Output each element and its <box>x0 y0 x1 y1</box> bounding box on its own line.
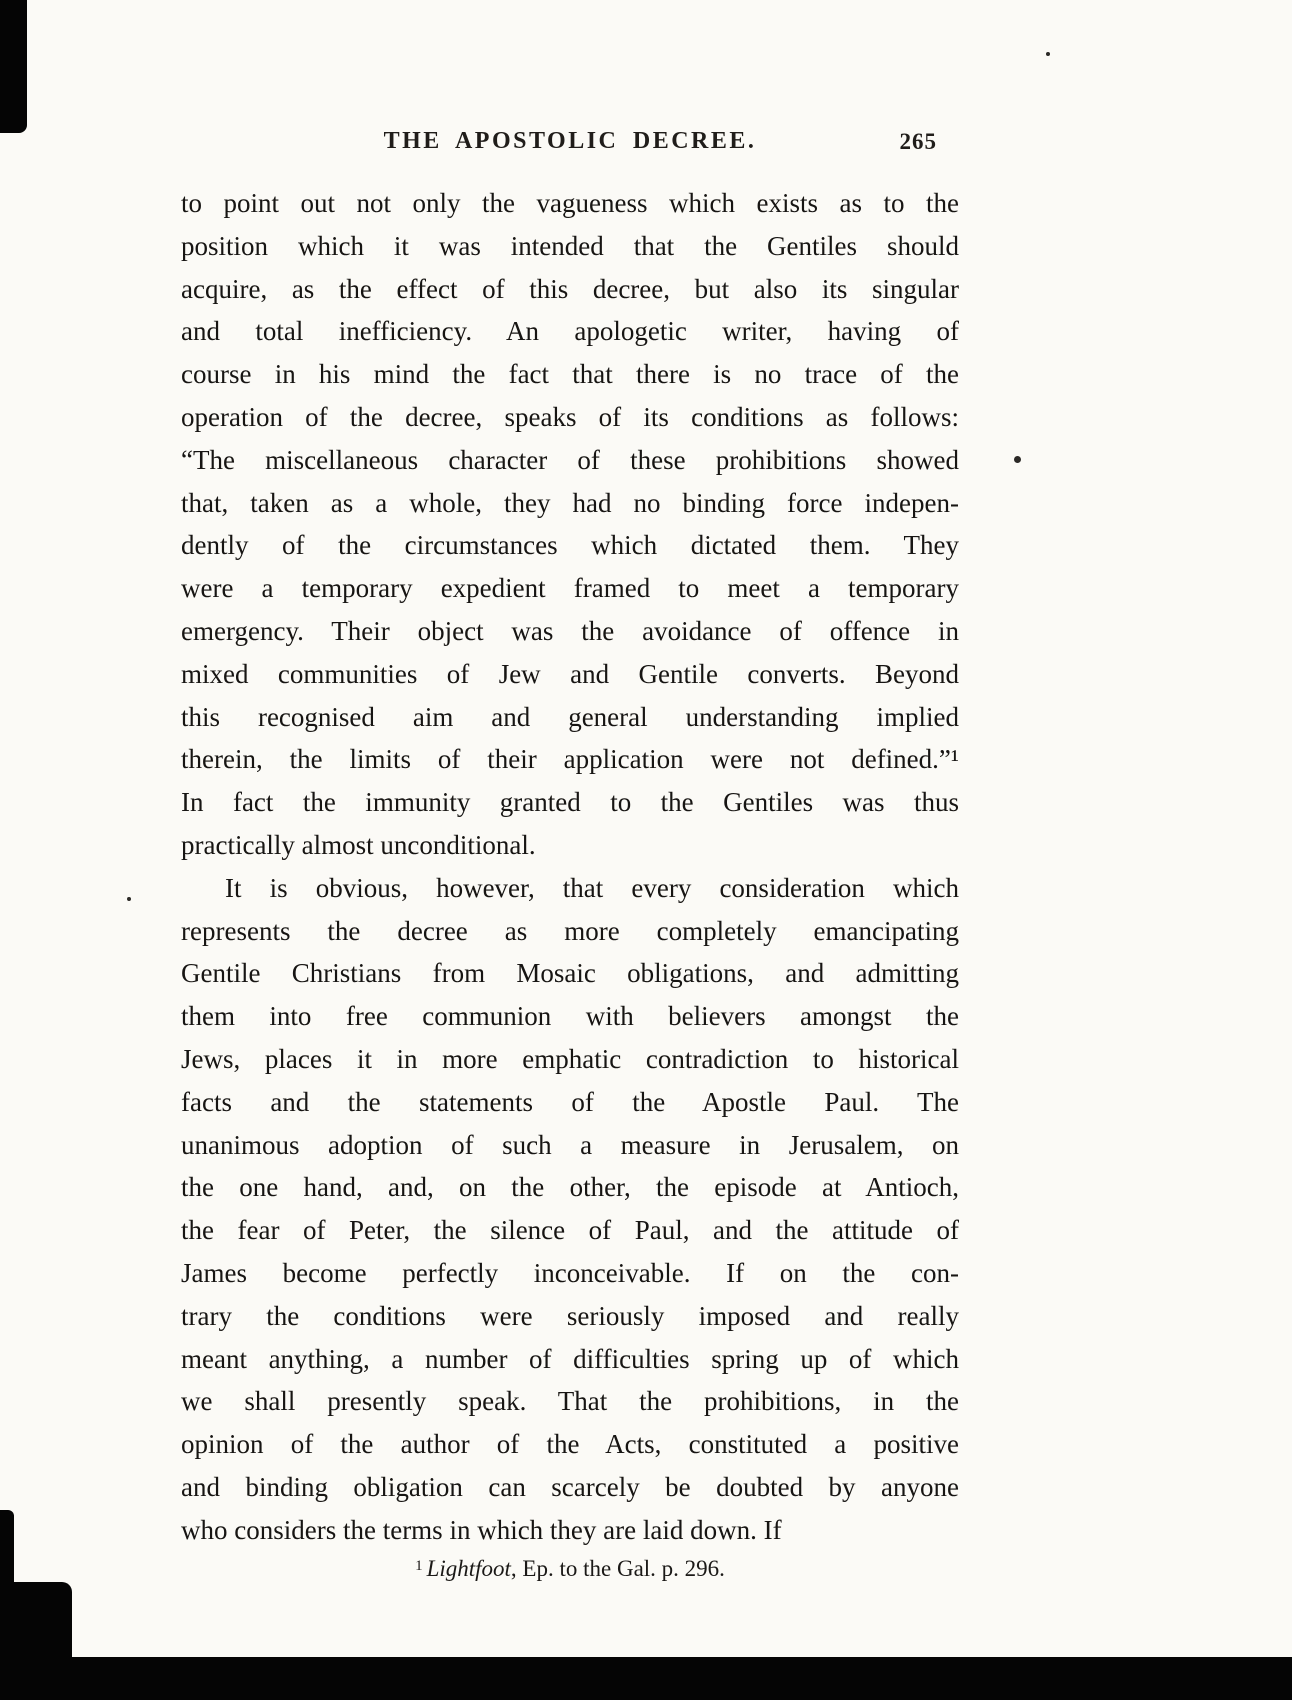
text-line: the one hand, and, on the other, the episode at Antioch, <box>181 1172 959 1203</box>
text-line: that, taken as a whole, they had no binding force indepen- <box>181 487 959 518</box>
text-line: dently of the circumstances which dictated them. They <box>181 530 959 561</box>
footnote-text: , Ep. to the Gal. p. 296. <box>510 1556 725 1581</box>
footnote-author: Lightfoot <box>426 1556 511 1581</box>
text-line: facts and the statements of the Apostle Paul. The <box>181 1086 959 1117</box>
text-line: meant anything, a number of difficulties spring up of which <box>181 1343 959 1374</box>
text-line: them into free communion with believers amongst the <box>181 1001 959 1032</box>
text-block <box>181 182 959 1552</box>
scan-edge-artifact <box>0 1657 1292 1700</box>
text-line: acquire, as the effect of this decree, but also its singular <box>181 273 959 304</box>
text-line: therein, the limits of their application were not defined.”¹ <box>181 744 959 775</box>
text-line: who considers the terms in which they are laid down. If <box>181 1514 782 1545</box>
paragraph <box>181 182 959 867</box>
scan-edge-artifact <box>0 0 27 133</box>
scan-edge-artifact <box>0 1510 14 1600</box>
text-line: trary the conditions were seriously imposed and really <box>181 1300 959 1331</box>
scan-speck <box>1046 52 1050 56</box>
text-line: position which it was intended that the Gentiles should <box>181 230 959 261</box>
text-line: In fact the immunity granted to the Gentiles was thus <box>181 787 959 818</box>
footnote <box>181 1556 959 1582</box>
text-line: opinion of the author of the Acts, constituted a positive <box>181 1429 959 1460</box>
text-line: operation of the decree, speaks of its conditions as follows: <box>181 401 959 432</box>
scan-speck <box>127 897 131 901</box>
text-line: unanimous adoption of such a measure in Jerusalem, on <box>181 1129 959 1160</box>
text-line: the fear of Peter, the silence of Paul, and the attitude of <box>181 1215 959 1246</box>
text-line: and binding obligation can scarcely be doubted by anyone <box>181 1471 959 1502</box>
text-line: we shall presently speak. That the prohibitions, in the <box>181 1386 959 1417</box>
footnote-marker: 1 <box>415 1558 423 1574</box>
text-line: practically almost unconditional. <box>181 829 536 860</box>
text-line: emergency. Their object was the avoidance of offence in <box>181 615 959 646</box>
paragraph <box>181 867 959 1552</box>
text-line: mixed communities of Jew and Gentile converts. Beyond <box>181 658 959 689</box>
text-line: to point out not only the vagueness which exists as to the <box>181 188 959 218</box>
text-line: It is obvious, however, that every consideration which <box>225 872 959 903</box>
page-number: 265 <box>899 129 937 154</box>
text-line: and total inefficiency. An apologetic writer, having of <box>181 316 959 347</box>
text-line: “The miscellaneous character of these prohibitions showed <box>181 444 959 475</box>
running-title: THE APOSTOLIC DECREE. <box>383 128 757 154</box>
text-line: James become perfectly inconceivable. If on the con- <box>181 1257 959 1288</box>
page-header <box>181 128 959 162</box>
text-line: were a temporary expedient framed to meet a temporary <box>181 573 959 604</box>
scan-speck <box>1014 456 1021 463</box>
text-line: Gentile Christians from Mosaic obligations, and admitting <box>181 958 959 989</box>
text-line: Jews, places it in more emphatic contradiction to historical <box>181 1043 959 1074</box>
text-line: course in his mind the fact that there is no trace of the <box>181 359 959 390</box>
text-line: this recognised aim and general understanding implied <box>181 701 959 732</box>
text-line: represents the decree as more completely emancipating <box>181 915 959 946</box>
